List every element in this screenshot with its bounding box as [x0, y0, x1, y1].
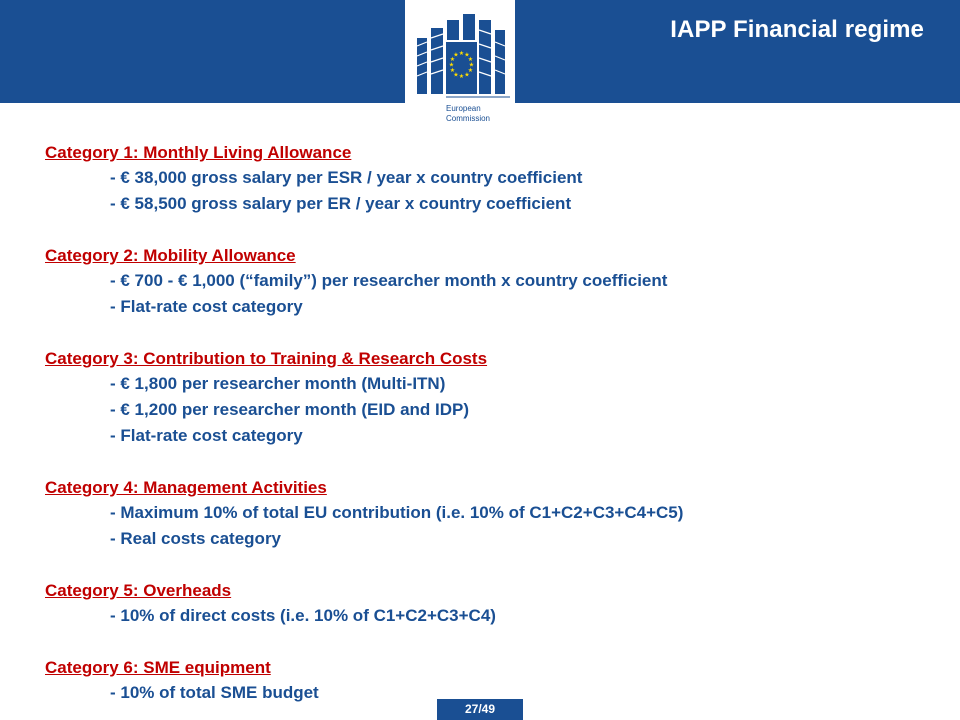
- category-5: [45, 578, 945, 629]
- category-line: - Flat-rate cost category: [110, 426, 303, 445]
- svg-text:★: ★: [449, 67, 456, 74]
- page-title: IAPP Financial regime: [670, 16, 924, 43]
- svg-text:★: ★: [464, 71, 470, 79]
- category-title: Category 4: Management Activities: [45, 478, 327, 497]
- category-4: [45, 475, 945, 552]
- category-line: - Maximum 10% of total EU contribution (i.e. 10% of C1+C2+C3+C4+C5): [110, 503, 684, 522]
- category-title: Category 1: Monthly Living Allowance: [45, 143, 352, 162]
- svg-text:★: ★: [468, 61, 475, 69]
- spacer: [45, 217, 945, 243]
- category-title: Category 3: Contribution to Training & Research Costs: [45, 349, 488, 368]
- category-title: Category 5: Overheads: [45, 581, 232, 600]
- category-line: - € 58,500 gross salary per ER / year x country coefficient: [110, 194, 572, 213]
- category-line: - € 38,000 gross salary per ESR / year x country coefficient: [110, 168, 583, 187]
- svg-text:★: ★: [453, 71, 459, 79]
- spacer: [45, 552, 945, 578]
- spacer: [45, 449, 945, 475]
- svg-text:★: ★: [448, 61, 455, 69]
- category-3: [45, 346, 945, 449]
- category-title: Category 2: Mobility Allowance: [45, 246, 296, 265]
- svg-text:★: ★: [464, 51, 470, 59]
- category-line: - Flat-rate cost category: [110, 297, 303, 316]
- svg-text:★: ★: [467, 56, 474, 63]
- svg-text:★: ★: [458, 73, 465, 80]
- category-line: - € 700 - € 1,000 (“family”) per researcher month x country coefficient: [110, 271, 668, 290]
- category-line: - 10% of total SME budget: [110, 683, 319, 702]
- page-indicator: 27/49: [437, 699, 523, 720]
- category-line: - € 1,200 per researcher month (EID and IDP): [110, 400, 470, 419]
- logo-caption: [446, 104, 490, 124]
- content-body: [45, 140, 945, 706]
- category-line: - € 1,800 per researcher month (Multi-ITN): [110, 374, 446, 393]
- spacer: [45, 320, 945, 346]
- category-line: - 10% of direct costs (i.e. 10% of C1+C2+C3+C4): [110, 606, 496, 625]
- svg-text:★: ★: [458, 50, 465, 57]
- logo-text-line1: European: [446, 104, 481, 113]
- svg-text:★: ★: [449, 56, 456, 63]
- logo-text-line2: Commission: [446, 114, 491, 123]
- spacer: [45, 629, 945, 655]
- category-2: [45, 243, 945, 320]
- category-title: Category 6: SME equipment: [45, 658, 271, 677]
- svg-text:★: ★: [453, 51, 459, 59]
- european-commission-logo: [405, 0, 515, 132]
- category-1: [45, 140, 945, 217]
- category-line: - Real costs category: [110, 529, 282, 548]
- svg-text:★: ★: [467, 67, 474, 74]
